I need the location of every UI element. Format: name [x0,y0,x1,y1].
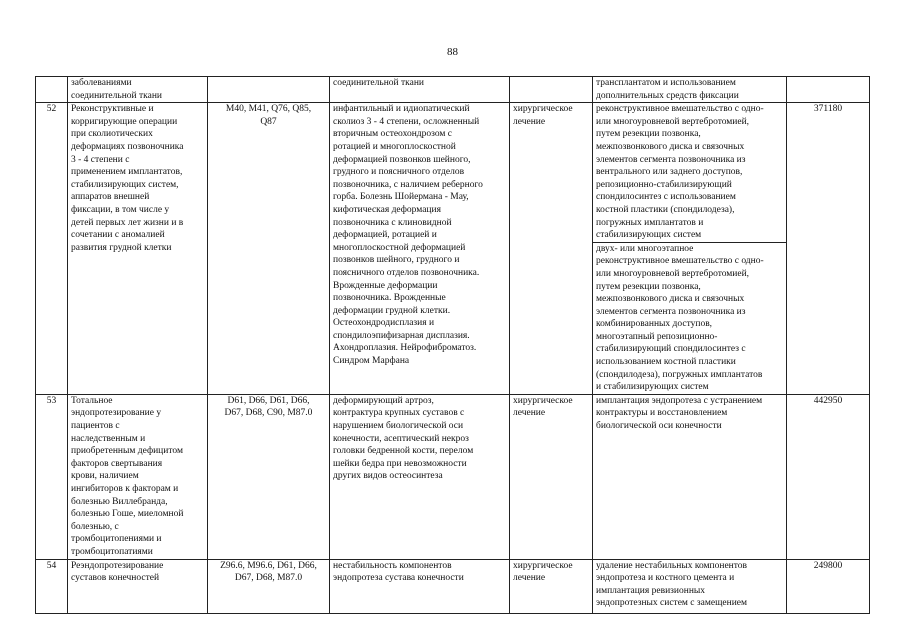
cell-codes: Z96.6, M96.6, D61, D66, D67, D68, M87.0 [208,559,330,613]
cell-name: Тотальное эндопротезирование у пациентов с наследственным и приобретенным дефицитом факторов свертывания крови, наличием ингибиторов к факторам и болезнью Виллебранда, болезнью Гоше, миеломной болезнью, с тромбоцитопениями и тромбоцитопатиями [68,394,208,559]
cell-method: реконструктивное вмешательство с одно- или многоуровневой вертебротомией, путем резекции позвонка, межпозвонкового диска и связочных элементов сегмента позвоночника из вентрального или заднего доступов, репозиционно-стабилизирующий спондилосинтез с использованием костной пластики (спондилодеза), погружных имплантатов и стабилизирующих систем [593,103,787,243]
cell-num: 54 [36,559,68,613]
cell-name: Реконструктивные и корригирующие операции при сколиотических деформациях позвоночника 3 - 4 степени с применением имплантатов, стабилизирующих систем, аппаратов внешней фиксации, в том числе у детей первых лет жизни и в сочетании с аномалией развития грудной клетки [68,103,208,395]
cell-price: 371180 [787,103,870,395]
cell-price: 442950 [787,394,870,559]
cell-method: трансплантатом и использованием дополнительных средств фиксации [593,77,787,103]
table-row [36,103,870,243]
medical-care-table [35,76,870,614]
cell-model: инфантильный и идиопатический сколиоз 3 - 4 степени, осложненный вторичным остеохондрозом с ротацией и многоплоскостной деформацией позвонков шейного, грудного и поясничного отделов позвоночника, с наличием реберного горба. Болезнь Шойермана - Мау, кифотическая деформация позвоночника с клиновидной деформацией, ротацией и многоплоскостной деформацией позвонков шейного, грудного и поясничного отделов позвоночника. Врожденные деформации позвоночника. Врожденные деформации грудной клетки. Остеохондродисплазия и спондилоэпифизарная дисплазия. Ахондроплазия. Нейрофиброматоз. Синдром Марфана [330,103,510,395]
cell-model: соединительной ткани [330,77,510,103]
table-row-continuation [36,77,870,103]
cell-treatment: хирургическое лечение [510,394,593,559]
cell-treatment: хирургическое лечение [510,103,593,395]
table-row [36,559,870,613]
cell-method: двух- или многоэтапное реконструктивное вмешательство с одно- или многоуровневой вертебротомией, путем резекции позвонка, межпозвонкового диска и связочных элементов сегмента позвоночника из комбинированных доступов, многоэтапный репозиционно- стабилизирующий спондилосинтез с использованием костной пластики (спондилодеза), погружных имплантатов и стабилизирующих систем [593,242,787,394]
cell-num [36,77,68,103]
cell-price [787,77,870,103]
cell-model: нестабильность компонентов эндопротеза сустава конечности [330,559,510,613]
table-row [36,394,870,559]
cell-price: 249800 [787,559,870,613]
cell-codes: M40, M41, Q76, Q85, Q87 [208,103,330,395]
cell-method: имплантация эндопротеза с устранением контрактуры и восстановлением биологической оси конечности [593,394,787,559]
cell-codes: D61, D66, D61, D66, D67, D68, C90, M87.0 [208,394,330,559]
cell-num: 52 [36,103,68,395]
cell-method: удаление нестабильных компонентов эндопротеза и костного цемента и имплантация ревизионных эндопротезных систем с замещением [593,559,787,613]
page-number: 88 [447,46,458,58]
cell-name: заболеваниями соединительной ткани [68,77,208,103]
cell-codes [208,77,330,103]
cell-model: деформирующий артроз, контрактура крупных суставов с нарушением биологической оси конечности, асептический некроз головки бедренной кости, перелом шейки бедра при невозможности других видов остеосинтеза [330,394,510,559]
cell-name: Реэндопротезирование суставов конечностей [68,559,208,613]
cell-num: 53 [36,394,68,559]
cell-treatment: хирургическое лечение [510,559,593,613]
cell-treatment [510,77,593,103]
